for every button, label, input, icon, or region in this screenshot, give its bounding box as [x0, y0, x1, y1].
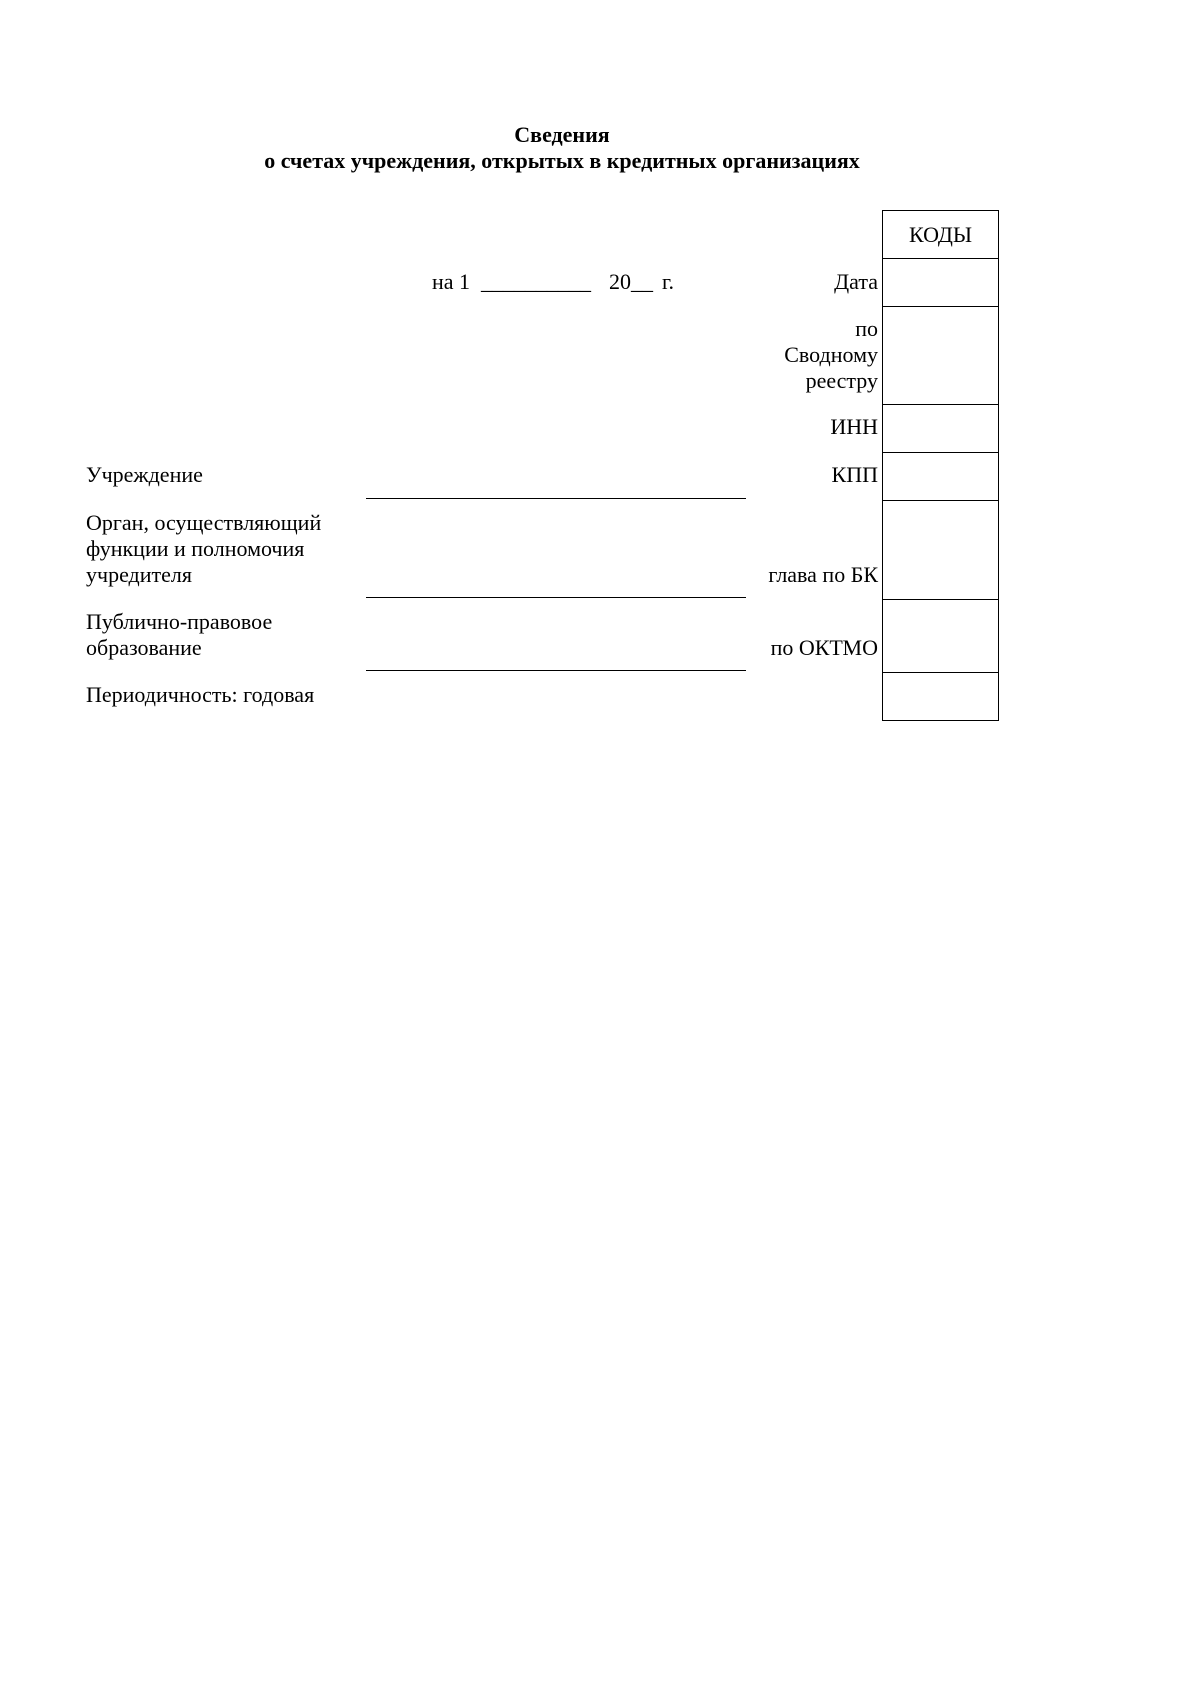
- code-cell-oktmo[interactable]: [883, 600, 998, 673]
- date-month-blank[interactable]: __________: [481, 269, 591, 294]
- code-cell-date[interactable]: [883, 259, 998, 307]
- code-cell-glava-bk[interactable]: [883, 501, 998, 600]
- glava-bk-label: глава по БК: [768, 562, 878, 587]
- founder-label-line3: учредителя: [86, 562, 192, 587]
- codes-table: [882, 210, 999, 721]
- periodicity-label: Периодичность: годовая: [86, 682, 315, 707]
- codes-header: КОДЫ: [883, 211, 998, 259]
- kpp-label: КПП: [831, 462, 878, 487]
- svod-label-line1: по: [855, 316, 878, 341]
- document-subtitle: о счетах учреждения, открытых в кредитных организациях: [264, 148, 860, 173]
- svod-label-line3: реестру: [805, 368, 878, 393]
- inn-label: ИНН: [830, 414, 878, 439]
- founder-label-line1: Орган, осуществляющий: [86, 510, 322, 535]
- public-entity-label-line2: образование: [86, 635, 202, 660]
- institution-underline[interactable]: [366, 498, 746, 499]
- code-cell-inn[interactable]: [883, 405, 998, 453]
- founder-underline[interactable]: [366, 597, 746, 598]
- public-entity-underline[interactable]: [366, 670, 746, 671]
- oktmo-label: по ОКТМО: [770, 635, 878, 660]
- public-entity-label-line1: Публично-правовое: [86, 609, 273, 634]
- document-title: Сведения: [514, 122, 610, 147]
- date-year[interactable]: 20__: [609, 269, 653, 294]
- institution-label: Учреждение: [86, 462, 203, 487]
- code-cell-kpp[interactable]: [883, 453, 998, 501]
- date-suffix: г.: [662, 269, 675, 294]
- code-cell-svod[interactable]: [883, 307, 998, 405]
- code-cell-periodicity[interactable]: [883, 673, 998, 721]
- founder-label-line2: функции и полномочия: [86, 536, 305, 561]
- date-code-label: Дата: [834, 269, 878, 294]
- date-prefix: на 1: [432, 269, 471, 294]
- svod-label-line2: Сводному: [784, 342, 878, 367]
